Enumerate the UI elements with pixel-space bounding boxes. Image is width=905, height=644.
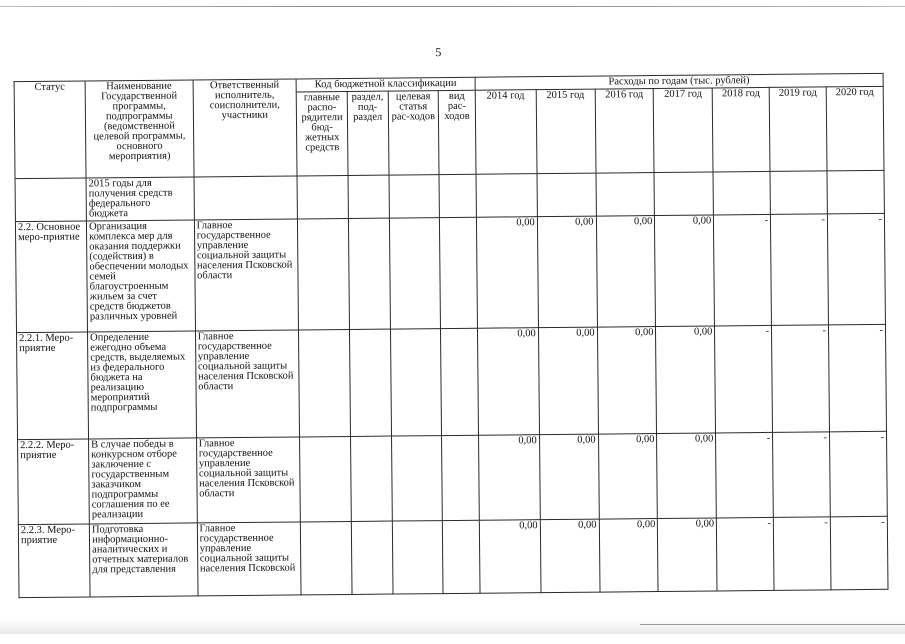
table-row <box>18 431 888 524</box>
amount-cell-2014: 0,00 <box>476 217 538 329</box>
amount-cell-2020: - <box>828 324 886 432</box>
code-cell <box>301 521 352 594</box>
code-cell <box>391 436 443 521</box>
amount-cell-2016: 0,00 <box>599 519 659 593</box>
scan-edge-line <box>640 624 905 625</box>
header-year-2019: 2019 год <box>769 87 827 172</box>
amount-cell-2015: 0,00 <box>538 327 598 435</box>
code-cell <box>392 521 443 594</box>
code-cell <box>389 218 441 329</box>
amount-cell-2020: - <box>830 516 888 590</box>
header-code-target: целевая статья рас-ходов <box>388 91 440 175</box>
amount-cell-2016: 0,00 <box>597 327 657 435</box>
executor-cell: Главное государственное управление социальной защиты населения Псковской <box>197 522 301 596</box>
amount-cell <box>537 173 596 217</box>
header-budget-code: Код бюджетной классификации <box>296 77 475 92</box>
code-cell <box>439 174 476 217</box>
amount-cell-2014: 0,00 <box>478 435 540 521</box>
header-year-2015: 2015 год <box>536 89 596 174</box>
amount-cell-2019: - <box>773 517 831 591</box>
table-row <box>18 516 888 597</box>
header-code-type: вид рас-ходов <box>438 90 475 174</box>
amount-cell-2015: 0,00 <box>540 519 600 593</box>
code-cell <box>442 435 479 520</box>
status-cell: 2.2.2. Меро-приятие <box>18 439 90 525</box>
amount-cell-2017: 0,00 <box>658 518 718 592</box>
name-cell: Подготовка информационно-аналитических и отчетных материалов для представления <box>89 523 197 597</box>
code-cell <box>297 175 348 218</box>
amount-cell-2018: - <box>716 432 774 518</box>
code-cell <box>441 328 479 435</box>
amount-cell-2014: 0,00 <box>479 520 541 594</box>
name-cell: Организация комплекса мер для оказания поддержки (содействия) в обеспечении молодых семей благоустроенным жильем за счет средств бюджетов различных уровней <box>86 220 195 332</box>
scan-edge-bottom <box>0 620 905 634</box>
header-expenses: Расходы по годам (тыс. рублей) <box>475 73 883 90</box>
amount-cell-2019: - <box>773 432 831 518</box>
header-year-2018: 2018 год <box>712 87 770 172</box>
header-year-2020: 2020 год <box>826 86 884 171</box>
header-year-2017: 2017 год <box>654 88 714 173</box>
amount-cell-2018: - <box>715 325 773 433</box>
code-cell <box>389 175 440 218</box>
name-cell: Определение ежегодно объема средств, выделяемых из федерального бюджета на реализацию мероприятий подпрограммы <box>88 331 197 439</box>
amount-cell-2016: 0,00 <box>596 216 656 328</box>
amount-cell <box>596 173 655 217</box>
amount-cell-2016: 0,00 <box>598 434 658 520</box>
amount-cell <box>827 170 884 214</box>
code-cell <box>299 329 351 436</box>
status-cell: 2.2.1. Меро-приятие <box>17 332 89 440</box>
amount-cell-2019: - <box>771 214 829 326</box>
amount-cell-2020: - <box>827 213 885 325</box>
amount-cell-2017: 0,00 <box>657 433 717 519</box>
table-row <box>17 324 887 439</box>
header-year-2016: 2016 год <box>595 89 655 174</box>
amount-cell-2014: 0,00 <box>477 328 539 436</box>
amount-cell <box>476 174 537 218</box>
table-row <box>15 213 885 332</box>
code-cell <box>348 175 389 218</box>
header-year-2014: 2014 год <box>475 90 537 175</box>
code-cell <box>390 329 442 436</box>
amount-cell <box>770 171 827 215</box>
amount-cell <box>654 172 713 216</box>
code-cell <box>440 217 478 328</box>
status-cell <box>15 178 86 222</box>
code-cell <box>300 436 352 521</box>
amount-cell-2015: 0,00 <box>537 216 597 328</box>
amount-cell <box>713 171 770 215</box>
amount-cell-2018: - <box>717 517 775 591</box>
amount-cell-2017: 0,00 <box>656 326 716 434</box>
code-cell <box>350 436 391 521</box>
executor-cell: Главное государственное управление социальной защиты населения Псковской области <box>194 219 299 331</box>
page-number: 5 <box>435 45 442 60</box>
executor-cell <box>194 176 298 220</box>
header-status: Статус <box>14 81 86 179</box>
header-code-grbs: главные распо-рядители бюд-жетных средств <box>296 91 348 175</box>
amount-cell-2018: - <box>714 214 772 326</box>
amount-cell-2019: - <box>772 325 830 433</box>
name-cell: 2015 годы для получения средств федерального бюджета <box>86 177 194 221</box>
name-cell: В случае победы в конкурсном отборе заключение с государственным заказчиком подпрограммы соглашения по ее реализации <box>89 438 197 524</box>
code-cell <box>349 329 391 436</box>
status-cell: 2.2. Основное меро-приятие <box>15 221 87 333</box>
code-cell <box>348 218 390 329</box>
code-cell <box>443 520 480 593</box>
budget-table <box>14 73 889 598</box>
header-name: Наименование Государственной программы, подпрограммы (ведомственной целевой программы, основного мероприятия) <box>85 80 194 178</box>
header-executor: Ответственный исполнитель, соисполнители, участники <box>193 79 297 177</box>
amount-cell-2015: 0,00 <box>539 434 599 520</box>
code-cell <box>351 521 392 594</box>
amount-cell-2020: - <box>829 431 887 517</box>
code-cell <box>298 218 350 329</box>
header-code-section: раздел, под-раздел <box>347 91 388 175</box>
executor-cell: Главное государственное управление социальной защиты населения Псковской области <box>195 330 300 438</box>
status-cell: 2.2.3. Меро-приятие <box>18 524 90 598</box>
executor-cell: Главное государственное управление социальной защиты населения Псковской области <box>196 437 300 523</box>
amount-cell-2017: 0,00 <box>655 215 715 327</box>
